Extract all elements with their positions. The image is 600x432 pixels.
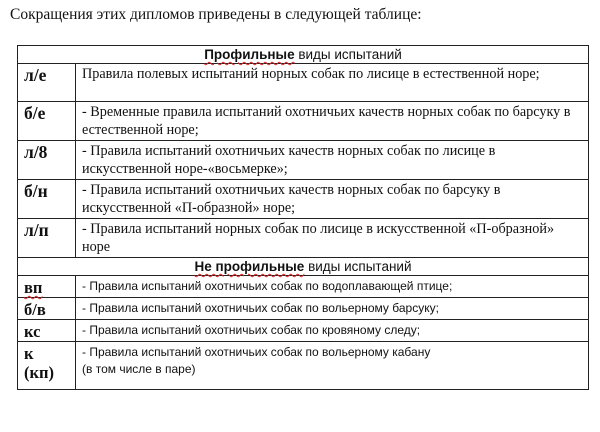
abbr-code — [18, 342, 76, 390]
nonprofile-header-bold: Не профильные — [194, 259, 305, 274]
table-row — [18, 64, 589, 102]
abbr-description-line1: - Правила испытаний охотничьих собак по вольерному кабану — [82, 345, 431, 359]
table-row — [18, 342, 589, 390]
abbr-description: - Правила испытаний охотничьих собак по вольерному барсуку; — [76, 298, 589, 320]
abbr-code — [18, 276, 76, 298]
abbr-description: Правила полевых испытаний норных собак по лисице в естественной норе; — [76, 64, 589, 102]
abbr-code: л/п — [18, 219, 76, 258]
nonprofile-header-cell — [18, 258, 589, 276]
abbr-description: - Временные правила испытаний охотничьих качеств норных собак по барсуку в естественной норе; — [76, 102, 589, 141]
table-row — [18, 180, 589, 219]
abbr-code-line2: (кп) — [24, 363, 55, 382]
abbr-description: - Правила испытаний охотничьих собак по водоплавающей птице; — [76, 276, 589, 298]
abbr-code-text: вп — [24, 278, 43, 297]
abbr-description-line2: (в том числе в паре) — [82, 361, 196, 376]
profile-header-rest: виды испытаний — [294, 47, 402, 62]
profile-header-row — [18, 46, 589, 64]
abbr-code: л/е — [18, 64, 76, 102]
abbr-code: б/н — [18, 180, 76, 219]
abbr-code: кс — [18, 320, 76, 342]
abbr-code-line1: к — [24, 344, 34, 363]
nonprofile-header-rest: виды испытаний — [304, 259, 412, 274]
table-row — [18, 141, 589, 180]
nonprofile-header-row — [18, 258, 589, 276]
profile-header-cell — [18, 46, 589, 64]
profile-header-bold: Профильные — [204, 47, 295, 62]
table-row — [18, 102, 589, 141]
abbreviations-table — [17, 45, 589, 390]
abbr-description: - Правила испытаний охотничьих качеств норных собак по барсуку в искусственной «П-образной» норе; — [76, 180, 589, 219]
table-row — [18, 219, 589, 258]
table-row — [18, 276, 589, 298]
abbr-description: - Правила испытаний охотничьих собак по кровяному следу; — [76, 320, 589, 342]
intro-text: Сокращения этих дипломов приведены в следующей таблице: — [10, 6, 422, 23]
abbr-description — [76, 342, 589, 390]
abbr-code: б/в — [18, 298, 76, 320]
abbr-description: - Правила испытаний охотничьих качеств норных собак по лисице в искусственной норе-«восьмерке»; — [76, 141, 589, 180]
table-row — [18, 320, 589, 342]
abbr-code: л/8 — [18, 141, 76, 180]
abbr-description: - Правила испытаний норных собак по лисице в искусственной «П-образной» норе — [76, 219, 589, 258]
abbr-code: б/е — [18, 102, 76, 141]
table-row — [18, 298, 589, 320]
